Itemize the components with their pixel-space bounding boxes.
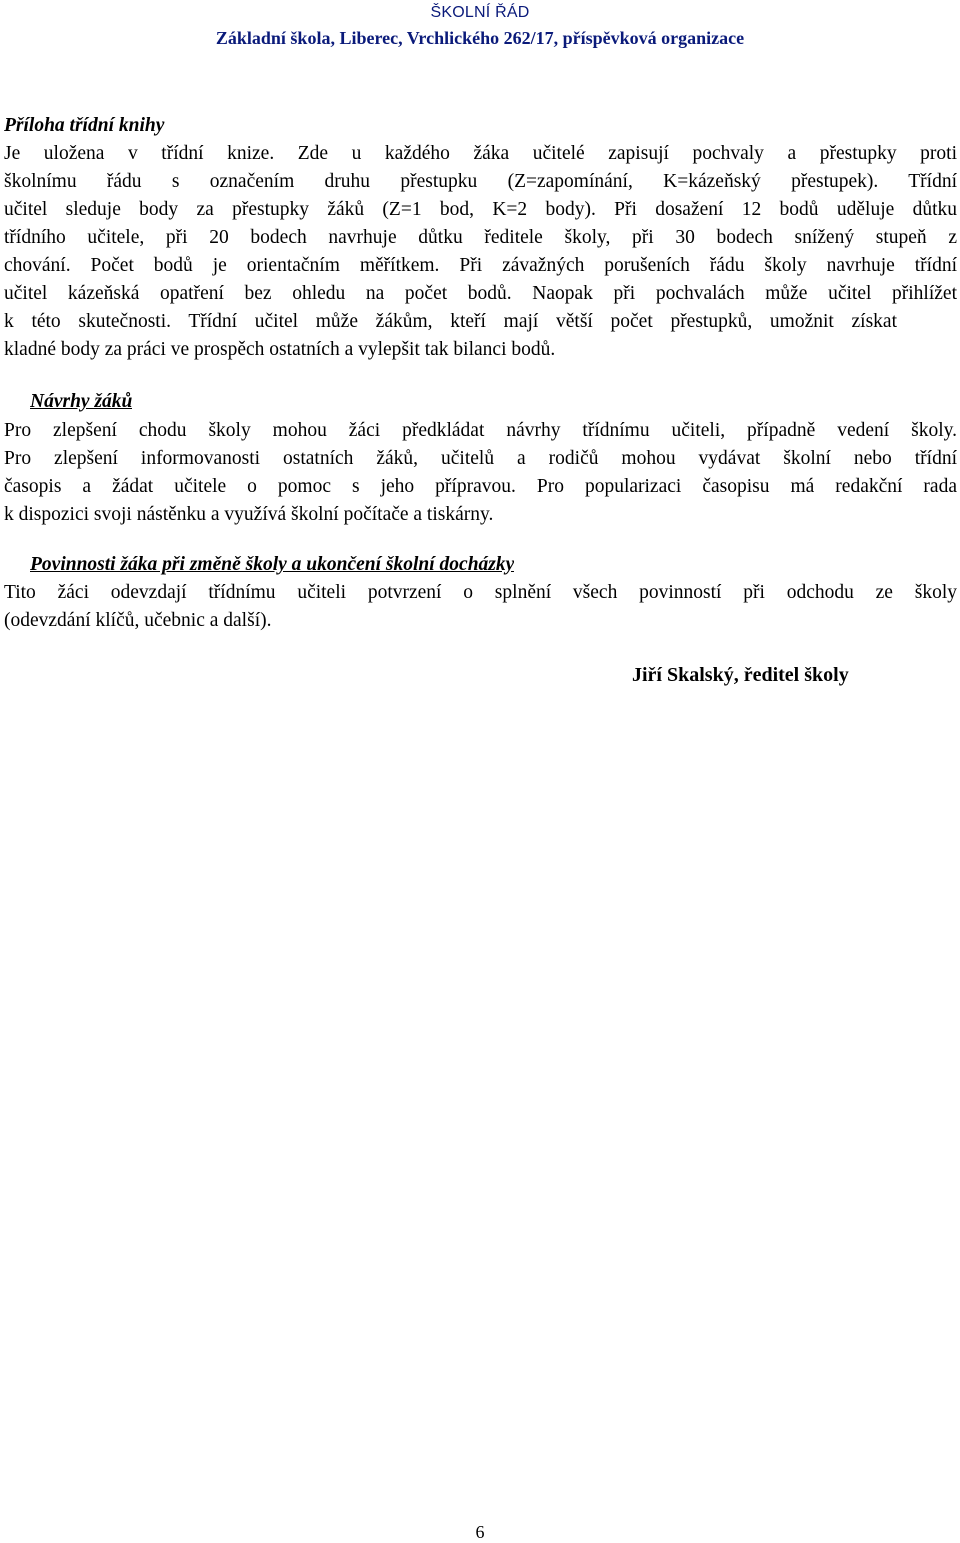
document-title: ŠKOLNÍ ŘÁD [430,4,530,21]
paragraph-line: učitel sleduje body za přestupky žáků (Z=1 bod, K=2 body). Při dosažení 12 bodů uděluje důtku [4,199,957,220]
section-heading: Příloha třídní knihy [4,115,165,136]
paragraph-line: chování. Počet bodů je orientačním měřítkem. Při závažných porušeních řádu školy navrhuje třídní [4,255,957,276]
paragraph-line: (odevzdání klíčů, učebnic a další). [4,610,272,631]
paragraph-line: třídního učitele, při 20 bodech navrhuje důtku ředitele školy, při 30 bodech snížený stupeň z [4,227,957,248]
paragraph-line: kladné body za práci ve prospěch ostatních a vylepšit tak bilanci bodů. [4,339,556,360]
section-heading: Návrhy žáků [30,391,133,412]
school-name: Základní škola, Liberec, Vrchlického 262/17, příspěvková organizace [215,28,745,48]
paragraph-line: k této skutečnosti. Třídní učitel může žákům, kteří mají větší počet přestupků, umožnit získat [4,311,897,332]
paragraph-line: školnímu řádu s označením druhu přestupku (Z=zapomínání, K=kázeňský přestupek). Třídní [4,171,957,192]
page-number: 6 [475,1522,485,1542]
signature: Jiří Skalský, ředitel školy [632,664,849,686]
paragraph-line: Je uložena v třídní knize. Zde u každého žáka učitelé zapisují pochvaly a přestupky proti [4,143,957,164]
paragraph-line: Pro zlepšení informovanosti ostatních žáků, učitelů a rodičů mohou vydávat školní nebo třídní [4,448,957,469]
section-heading: Povinnosti žáka při změně školy a ukončení školní docházky [30,554,515,575]
paragraph-line: časopis a žádat učitele o pomoc s jeho přípravou. Pro popularizaci časopisu má redakční rada [4,476,957,497]
paragraph-line: učitel kázeňská opatření bez ohledu na počet bodů. Naopak při pochvalách může učitel přihlížet [4,283,957,304]
paragraph-line: Tito žáci odevzdají třídnímu učiteli potvrzení o splnění všech povinností při odchodu ze školy [4,582,957,603]
paragraph-line: k dispozici svoji nástěnku a využívá školní počítače a tiskárny. [4,504,494,525]
paragraph-line: Pro zlepšení chodu školy mohou žáci předkládat návrhy třídnímu učiteli, případně vedení školy. [4,420,957,441]
